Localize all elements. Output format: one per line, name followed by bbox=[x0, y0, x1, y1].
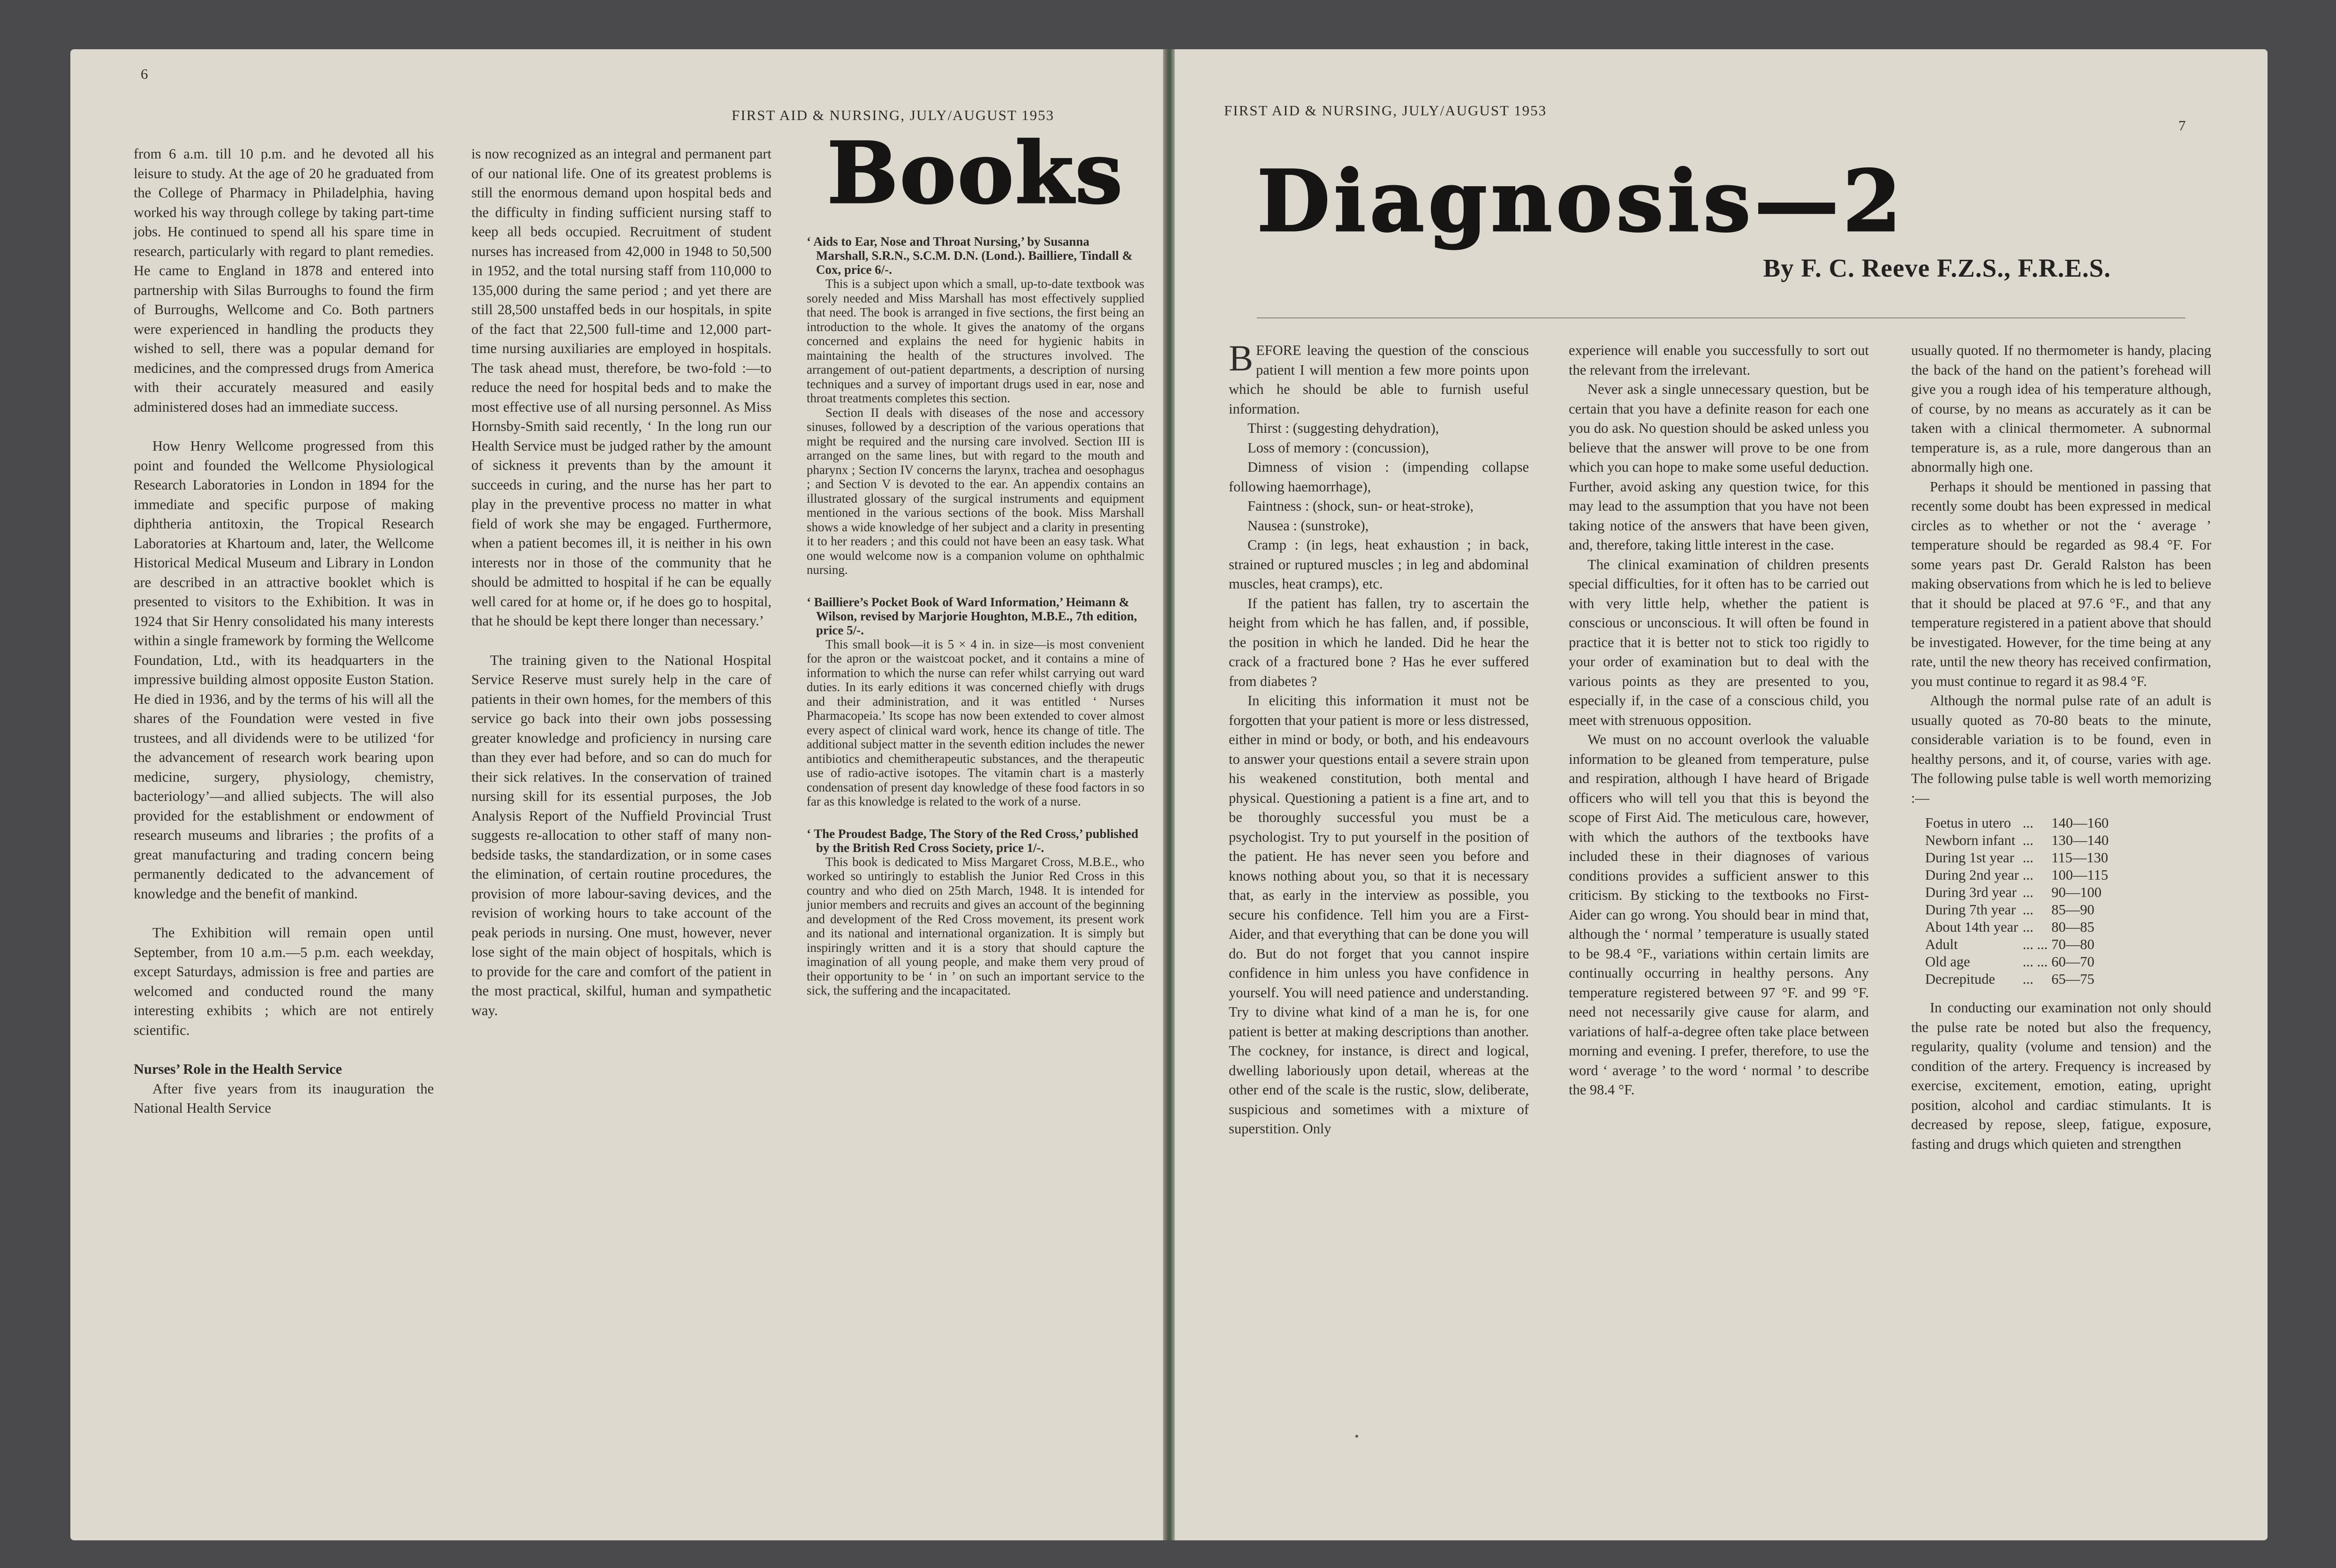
pulse-table-cell-dots: ... bbox=[2022, 832, 2034, 848]
article-column-2 bbox=[1569, 341, 1869, 1100]
page-speck bbox=[1355, 1435, 1358, 1438]
paragraph: Perhaps it should be mentioned in passing that recently some doubt has been expressed in medical circles as to whether or not the ‘ average ’ temperature should be regarded as 98.4 °F. For some years past Dr. Gerald Ralston has been making observations from which he is led to believe that it should be placed at 97.6 °F., and that any temperature registered in a patient above that should be investigated. However, for the time being at any rate, until the new theory has received confirmation, you must continue to regard it as 98.4 °F. bbox=[1911, 478, 2211, 689]
list-item: Dimness of vision : (impending collapse following haemorrhage), bbox=[1229, 459, 1529, 495]
pulse-table-cell-rate: 100—115 bbox=[2051, 867, 2109, 883]
paragraph: usually quoted. If no thermometer is handy, placing the back of the hand on the patient’s forehead will give you a rough idea of his temperature although, of course, by no means as accurately as it can be taken with a clinical thermometer. A subnormal temperature is, as a rule, more dangerous than an abnormally high one. bbox=[1911, 342, 2211, 475]
book-review-paragraph: This small book—it is 5 × 4 in. in size—is most convenient for the apron or the waistcoat pocket, and it contains a mine of information to which the nurse can refer whilst carrying out ward duties. In its early editions it was concerned chiefly with drugs and their administration, and it was entitled ‘ Nurses Pharmacopeia.’ Its scope has now been extended to cover almost every aspect of clinical ward work, hence its change of title. The additional subject matter in the seventh edition includes the newer antibiotics and chemitherapeutic substances, and the therapeutic use of radio-active isotopes. The vitamin chart is a masterly condensation of present day knowledge of these food factors in so far as this knowledge is related to the work of a nurse. bbox=[807, 637, 1144, 808]
pulse-table-row bbox=[1925, 901, 2112, 919]
paragraph bbox=[1229, 338, 1529, 419]
paragraph: is now recognized as an integral and permanent part of our national life. One of its greatest problems is still the enormous demand upon hospital beds and the difficulty in finding sufficient nursing staff to keep all beds occupied. Recruitment of student nurses has increased from 42,000 in 1948 to 50,500 in 1952, and the total nursing staff from 110,000 to 135,000 during the same period ; and yet there are still 28,500 unstaffed beds in our hospitals, in spite of the fact that 22,500 full-time and 12,000 part-time nursing auxiliaries are employed in hospitals. The task ahead must, therefore, be two-fold :—to reduce the need for hospital beds and to make the most effective use of all nursing personnel. As Miss Hornsby-Smith said recently, ‘ In the long run our Health Service must be judged rather by the amount of sickness it prevents than by the amount it succeeds in curing, and the nurse has her part to play in the preventive process no matter in what field of work she may be engaged. Furthermore, when a patient becomes ill, it is neither in his own interests nor in those of the community that he should be admitted to hospital if he can be equally well cared for at home or, if he does go to hospital, that he should be kept there longer than necessary.’ bbox=[471, 146, 771, 629]
right-page-number: 7 bbox=[2178, 117, 2186, 134]
pulse-table bbox=[1925, 814, 2112, 988]
list-item: Cramp : (in legs, heat exhaustion ; in back, strained or ruptured muscles ; in leg and abdominal muscles, heat cramps), etc. bbox=[1229, 537, 1529, 592]
pulse-table-row bbox=[1925, 814, 2112, 832]
pulse-table-cell-rate: 60—70 bbox=[2051, 954, 2094, 970]
paragraph: Never ask a single unnecessary question, but be certain that you have a definite reason for each one you do ask. No question should be asked unless you believe that the answer will prove to be one from which you can hope to make some useful deduction. Further, avoid asking any question twice, for this may lead to the assumption that you have not been taking notice of the answers that have been given, and, therefore, taking little interest in the case. bbox=[1569, 381, 1869, 553]
list-item: Faintness : (shock, sun- or heat-stroke), bbox=[1247, 498, 1474, 514]
pulse-table-cell-age: During 3rd year bbox=[1925, 884, 2017, 900]
pulse-table-cell-age: During 1st year bbox=[1925, 850, 2014, 866]
pulse-table-cell-rate: 115—130 bbox=[2051, 850, 2109, 866]
pulse-table-cell-age: During 2nd year bbox=[1925, 867, 2019, 883]
paragraph: The clinical examination of children presents special difficulties, for it often has to be carried out with very little help, whether the patient is conscious or unconscious. It will often be found in practice that it is better not to stick too rigidly to your order of examination but to deal with the various points as they are presented to you, especially if, in the case of a conscious child, you meet with strenuous opposition. bbox=[1569, 556, 1869, 728]
article-column-1 bbox=[1229, 338, 1529, 1139]
pulse-table-cell-age: Foetus in utero bbox=[1925, 815, 2011, 831]
page-gutter bbox=[1163, 49, 1175, 1540]
pulse-table-cell-rate: 80—85 bbox=[2051, 919, 2094, 935]
paragraph: The Exhibition will remain open until September, from 10 a.m.—5 p.m. each weekday, except Saturdays, admission is free and parties are welcomed and conducted round the many interesting exhibits ; which are not entirely scientific. bbox=[134, 925, 434, 1038]
paragraph: In eliciting this information it must not be forgotten that your patient is more or less distressed, either in mind or body, or both, and his endeavours to answer your questions entail a severe strain upon his weakened constitution, both mental and physical. Questioning a patient is a fine art, and to be thoroughly successful you must be a psychologist. Try to put yourself in the position of the patient. He has never seen you before and knows nothing about you, so that it is necessary that, as early in the interview as possible, you secure his confidence. Tell him you are a First-Aider, and that everything that can be done you will do. But do not forget that you cannot inspire confidence in him unless you have confidence in yourself. You will need patience and understanding. Try to divine what kind of a man he is, for one patient is better at making descriptions than another. The cockney, for instance, is direct and logical, dwelling laboriously upon detail, whereas at the other end of the scale is the rustic, slow, deliberate, suspicious and sometimes with a mixture of superstition. Only bbox=[1229, 693, 1529, 1137]
pulse-table-cell-rate: 140—160 bbox=[2051, 815, 2109, 831]
paragraph: from 6 a.m. till 10 p.m. and he devoted all his leisure to study. At the age of 20 he graduated from the College of Pharmacy in Philadelphia, having worked his way through college by taking part-time jobs. He continued to spend all his spare time in research, particularly with regard to plant remedies. He came to England in 1878 and entered into partnership with Silas Burroughs to found the firm of Burroughs, Wellcome and Co. Both partners were experienced in handling the products they wished to sell, there was a popular demand for medicines, and the compressed drugs from America with their accurately measured and easily administered doses had an immediate success. bbox=[134, 146, 434, 415]
pulse-table-cell-rate: 65—75 bbox=[2051, 971, 2094, 987]
pulse-table-row bbox=[1925, 867, 2112, 884]
list-item: Nausea : (sunstroke), bbox=[1247, 517, 1369, 534]
pulse-table-cell-dots: ... bbox=[2022, 884, 2034, 900]
paragraph: If the patient has fallen, try to ascertain the height from which he has fallen, and, if possible, the position in which he landed. Did he hear the crack of a fractured bone ? Has he ever suffered from diabetes ? bbox=[1229, 595, 1529, 689]
left-column-2 bbox=[471, 144, 771, 1020]
pulse-table-row bbox=[1925, 919, 2112, 936]
pulse-table-cell-dots: ... bbox=[2022, 815, 2034, 831]
paragraph-text: EFORE leaving the question of the conscious patient I will mention a few more points upon which he should be able to furnish useful information. bbox=[1229, 342, 1529, 417]
pulse-table-cell-age: About 14th year bbox=[1925, 919, 2018, 935]
paragraph: How Henry Wellcome progressed from this point and founded the Wellcome Physiological Research Laboratories in London in 1894 for the immediate and specific purpose of making diphtheria antitoxin, the Tropical Research Laboratories at Khartoum and, later, the Wellcome Historical Medical Museum and Library in London are described in an attractive booklet which is presented to visitors to the Exhibition. It was in 1924 that Sir Henry consolidated his many interests within a single framework by forming the Wellcome Foundation, Ltd., with its headquarters in the impressive building almost opposite Euston Station. He died in 1936, and by the terms of his will all the shares of the Foundation were vested in five trustees, and all dividends were to be utilized ‘for the advancement of research work bearing upon medicine, surgery, physiology, chemistry, bacteriology’—and allied subjects. The will also provided for the establishment or endowment of research museums and libraries ; the profits of a great manufacturing and trading concern being permanently dedicated to the advancement of knowledge and the benefit of mankind. bbox=[134, 438, 434, 902]
list-item: Loss of memory : (concussion), bbox=[1247, 439, 1429, 456]
paragraph: In conducting our examination not only should the pulse rate be noted but also the frequency, regularity, quality (volume and tension) and the condition of the artery. Frequency is increased by exercise, excitement, emotion, eating, upright position, alcohol and cardiac stimulants. It is decreased by repose, sleep, fatigue, exposure, fasting and drugs which quieten and strengthen bbox=[1911, 1000, 2211, 1152]
pulse-table-row bbox=[1925, 832, 2112, 849]
section-subhead: Nurses’ Role in the Health Service bbox=[134, 1061, 342, 1077]
pulse-table-cell-age: Old age bbox=[1925, 954, 1970, 970]
book-review-paragraph: This book is dedicated to Miss Margaret Cross, M.B.E., who worked so untiringly to establish the Junior Red Cross in this country and who died on 25th March, 1948. It is intended for junior members and recruits and gives an account of the beginning and development of the Red Cross movement, its present work and its national and international organization. It is simply but inspiringly written and it is a story that should capture the imagination of all young people, and make them very proud of their opportunity to be ‘ in ’ on such an important service to the sick, the suffering and the incapacitated. bbox=[807, 854, 1144, 997]
list-item: Thirst : (suggesting dehydration), bbox=[1247, 420, 1439, 436]
books-column bbox=[807, 234, 1144, 998]
title-rule bbox=[1257, 317, 2185, 318]
pulse-table-cell-dots: ... ... bbox=[2022, 954, 2048, 970]
pulse-table-cell-rate: 85—90 bbox=[2051, 902, 2094, 918]
left-page-number: 6 bbox=[141, 66, 148, 82]
pulse-table-cell-age: Newborn infant bbox=[1925, 832, 2016, 848]
pulse-table-row bbox=[1925, 953, 2112, 971]
pulse-table-cell-dots: ... bbox=[2022, 971, 2034, 987]
paragraph: The training given to the National Hospital Service Reserve must surely help in the care of patients in their own homes, for the members of this service go back into their own jobs possessing greater knowledge and proficiency in nursing care than they ever had before, and so can do much for their sick relatives. In the conservation of trained nursing skill for its essential purposes, the Job Analysis Report of the Nuffield Provincial Trust suggests re-allocation to other staff of many non-bedside tasks, the standardization, or in some cases the elimination, of certain routine procedures, the provision of more labour-saving devices, and the revision of working hours to take account of the peak periods in nursing. One must, however, never lose sight of the main object of hospitals, which is to provide for the care and comfort of the patient in the most practical, skilful, human and sympathetic way. bbox=[471, 652, 771, 1018]
article-title: Diagnosis—2 bbox=[1257, 152, 1905, 251]
book-title: ‘ Aids to Ear, Nose and Throat Nursing,’ by Susanna Marshall, S.R.N., S.C.M. D.N. (Lond.). Bailliere, Tindall & Cox, price 6/-. bbox=[807, 234, 1133, 277]
pulse-table-cell-age: Decrepitude bbox=[1925, 971, 1996, 987]
book-title: ‘ The Proudest Badge, The Story of the Red Cross,’ published by the British Red Cross Society, price 1/-. bbox=[807, 826, 1139, 855]
pulse-table-row bbox=[1925, 936, 2112, 953]
books-heading: Books bbox=[827, 124, 1124, 223]
paragraph: experience will enable you successfully to sort out the relevant from the irrelevant. bbox=[1569, 342, 1869, 378]
paragraph: We must on no account overlook the valuable information to be gleaned from temperature, pulse and respiration, although I have heard of Brigade officers who will tell you that this is beyond the scope of First Aid. The meticulous care, however, with which the authors of the textbooks have included these in their diagnoses of various conditions provides a sufficient answer to this criticism. By sticking to the textbooks no First-Aider can go wrong. You should bear in mind that, although the ‘ normal ’ temperature is usually stated to be 98.4 °F., variations within certain limits are continually occurring in healthy persons. Any temperature registered between 97 °F. and 99 °F. need not necessarily give cause for alarm, and variations of half-a-degree often take place between morning and evening. I prefer, therefore, to use the word ‘ average ’ to the word ‘ normal ’ to describe the 98.4 °F. bbox=[1569, 731, 1869, 1098]
pulse-table-cell-dots: ... bbox=[2022, 850, 2034, 866]
pulse-table-row bbox=[1925, 849, 2112, 867]
article-byline: By F. C. Reeve F.Z.S., F.R.E.S. bbox=[1763, 254, 2111, 282]
book-review-paragraph: Section II deals with diseases of the nose and accessory sinuses, followed by a description of the various operations that might be required and the nursing care involved. Section III is arranged on the same lines, but with regard to the mouth and pharynx ; Section IV concerns the larynx, trachea and oesophagus ; and Section V is devoted to the ear. An appendix contains an illustrated glossary of the surgical instruments and equipment mentioned in the various sections of the book. Miss Marshall shows a wide knowledge of her subject and a clarity in presenting it to her readers ; and this could not have been an easy task. What one would welcome now is a companion volume on ophthalmic nursing. bbox=[807, 405, 1144, 577]
pulse-table-cell-dots: ... bbox=[2022, 902, 2034, 918]
pulse-table-cell-dots: ... ... bbox=[2022, 936, 2048, 952]
drop-cap: B bbox=[1229, 338, 1254, 378]
pulse-table-cell-dots: ... bbox=[2022, 867, 2034, 883]
pulse-table-cell-age: Adult bbox=[1925, 936, 1958, 952]
right-running-head: FIRST AID & NURSING, JULY/AUGUST 1953 bbox=[1224, 102, 1547, 119]
article-column-3 bbox=[1911, 341, 2211, 1154]
pulse-table-row bbox=[1925, 884, 2112, 901]
pulse-table-cell-rate: 90—100 bbox=[2051, 884, 2102, 900]
book-review-paragraph: This is a subject upon which a small, up-to-date textbook was sorely needed and Miss Marshall has most effectively supplied that need. The book is arranged in five sections, the first being an introduction to the whole. It gives the anatomy of the organs concerned and explains the need for hygienic habits in maintaining the health of the structures involved. The arrangement of out-patient departments, a description of nursing techniques and a survey of important drugs used in ear, nose and throat treatments completes this section. bbox=[807, 277, 1144, 405]
pulse-table-row bbox=[1925, 971, 2112, 988]
paragraph: After five years from its inauguration the National Health Service bbox=[134, 1080, 434, 1116]
pulse-table-cell-dots: ... bbox=[2022, 919, 2034, 935]
pulse-table-cell-rate: 70—80 bbox=[2051, 936, 2094, 952]
pulse-table-cell-age: During 7th year bbox=[1925, 902, 2016, 918]
paragraph: Although the normal pulse rate of an adult is usually quoted as 70-80 beats to the minute, considerable variation is to be found, even in healthy persons, and it, of course, varies with age. The following pulse table is well worth memorizing :— bbox=[1911, 693, 2211, 806]
left-column-1 bbox=[134, 144, 434, 1118]
left-running-head: FIRST AID & NURSING, JULY/AUGUST 1953 bbox=[732, 107, 1055, 123]
pulse-table-cell-rate: 130—140 bbox=[2051, 832, 2109, 848]
book-title: ‘ Bailliere’s Pocket Book of Ward Information,’ Heimann & Wilson, revised by Marjorie Houghton, M.B.E., 7th edition, price 5/-. bbox=[807, 595, 1137, 637]
